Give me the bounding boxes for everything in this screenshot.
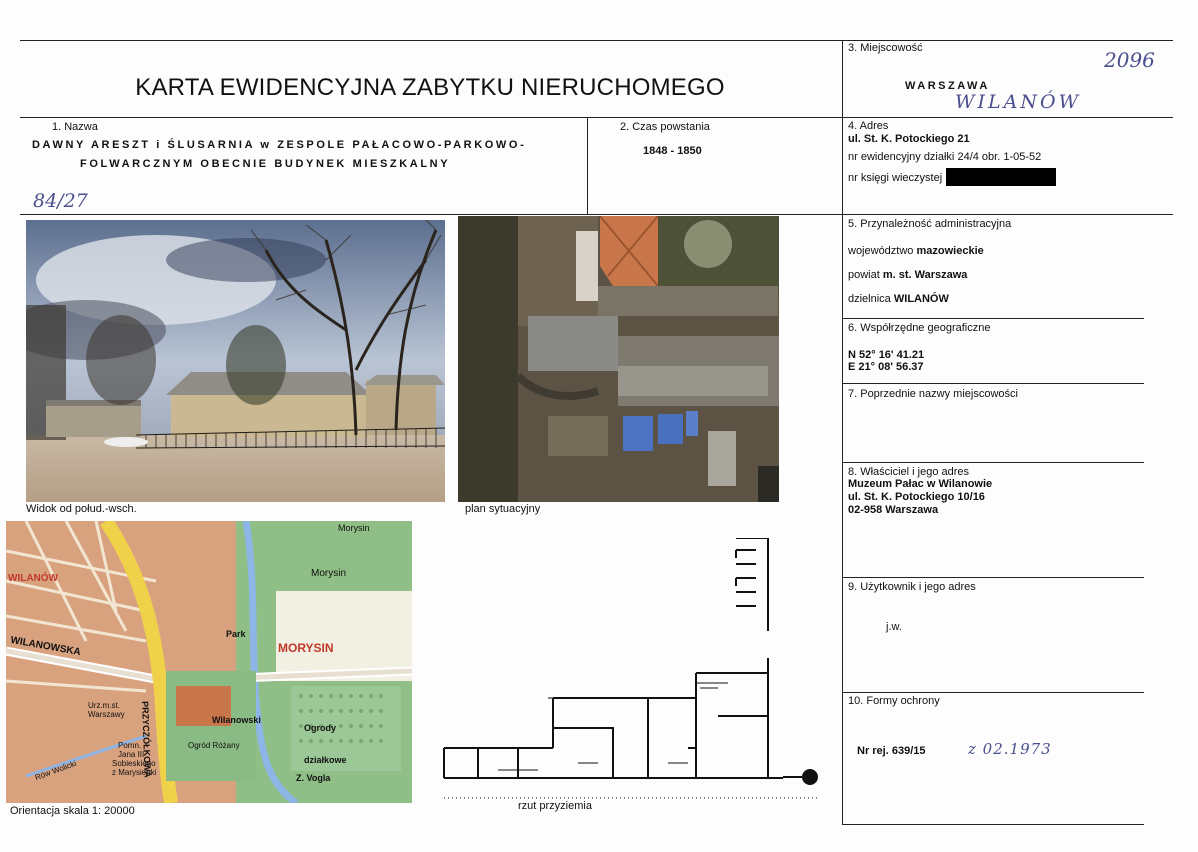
field-10-label: 10. Formy ochrony <box>848 695 940 707</box>
registry-handwritten-date: z 02.1973 <box>968 740 1052 758</box>
map-caption: Orientacja skala 1: 20000 <box>10 805 135 817</box>
field-6-label: 6. Współrzędne geograficzne <box>848 322 991 334</box>
top-border <box>20 40 1173 41</box>
divider-9-10 <box>842 692 1144 693</box>
map-label-wilanow: WILANÓW <box>8 573 58 584</box>
floor-plan-caption: rzut przyziemia <box>518 800 592 812</box>
field-1-line1: DAWNY ARESZT i ŚLUSARNIA w ZESPOLE PAŁACOWO-PARKOWO- <box>32 139 527 151</box>
district-value: WILANÓW <box>893 293 949 305</box>
right-column-border <box>842 40 843 825</box>
latitude: N 52° 16' 41.21 <box>848 349 925 361</box>
field-3-value: WARSZAWA <box>905 80 990 92</box>
field-5-district <box>848 293 949 305</box>
map-label-jana: Jana III <box>118 750 145 759</box>
map-label-marysienki: z Marysienki <box>112 768 157 777</box>
building-photo <box>26 220 445 502</box>
map-label-park: Park <box>226 629 246 639</box>
document-title: KARTA EWIDENCYJNA ZABYTKU NIERUCHOMEGO <box>135 74 725 101</box>
plan-caption: plan sytuacyjny <box>465 503 541 515</box>
user-value: j.w. <box>886 621 902 633</box>
county-label: powiat <box>848 269 880 281</box>
divider-7-8 <box>842 462 1144 463</box>
field-5-voivodeship <box>848 245 984 257</box>
field-2-value: 1848 - 1850 <box>643 145 702 157</box>
name-row-divider <box>20 214 1173 215</box>
map-label-morysin-small: Morysin <box>311 568 347 579</box>
owner-line3: 02-958 Warszawa <box>848 504 939 516</box>
map-label-row: Rów Wolicki <box>33 758 78 783</box>
field-3-handwritten: WILANÓW <box>955 91 1082 113</box>
map-label-dzialkowe: działkowe <box>304 755 347 765</box>
field-1-label: 1. Nazwa <box>52 121 98 133</box>
map-label-rozany: Ogród Różany <box>188 741 240 750</box>
field-4-land-register-label: nr księgi wieczystej <box>848 172 943 184</box>
aerial-plan-image <box>458 216 779 502</box>
map-label-wilanowski: Wilanowski <box>212 715 261 725</box>
map-label-sobieskiego: Sobieskiego <box>112 759 156 768</box>
field-1-line2: FOLWARCZNYM OBECNIE BUDYNEK MIESZKALNY <box>80 158 451 170</box>
field-7-label: 7. Poprzednie nazwy miejscowości <box>848 388 1018 400</box>
orientation-map <box>6 521 412 803</box>
divider-6-7 <box>842 383 1144 384</box>
floor-plan-drawing <box>438 538 823 808</box>
bottom-right-border <box>842 824 1144 825</box>
divider-8-9 <box>842 577 1144 578</box>
field-8-label: 8. Właściciel i jego adres <box>848 466 970 478</box>
map-label-pomn: Pomn. <box>118 741 142 750</box>
map-label-morysin-top: Morysin <box>338 523 370 533</box>
field-2-label: 2. Czas powstania <box>620 121 710 133</box>
map-label-morysin: MORYSIN <box>278 641 334 655</box>
longitude: E 21° 08' 56.37 <box>848 361 924 373</box>
county-value: m. st. Warszawa <box>882 269 968 281</box>
divider-5-6 <box>842 318 1144 319</box>
plot-value: 24/4 obr. 1-05-52 <box>957 151 1042 163</box>
field-9-label: 9. Użytkownik i jego adres <box>848 581 976 593</box>
owner-line1: Muzeum Pałac w Wilanowie <box>848 478 993 490</box>
district-label: dzielnica <box>848 293 891 305</box>
handwritten-ref: 84/27 <box>33 190 88 212</box>
redaction-bar <box>946 168 1056 186</box>
map-label-vogla: Z. Vogla <box>296 773 331 783</box>
aerial-site-plan <box>458 216 779 502</box>
map-label-wilanowska: WILANOWSKA <box>9 634 82 659</box>
ground-floor-plan <box>438 538 823 808</box>
field-4-label: 4. Adres <box>848 120 889 132</box>
building-photo-image <box>26 220 445 502</box>
map-label-przyczolkowa: PRZYCZÓŁKOWA <box>140 701 153 778</box>
field-3-label: 3. Miejscowość <box>848 42 923 54</box>
field-5-county <box>848 269 967 281</box>
handwritten-number: 2096 <box>1104 48 1155 72</box>
field-4-street: ul. St. K. Potockiego 21 <box>848 133 970 145</box>
map-label-warszawy: Warszawy <box>88 710 125 719</box>
header-divider <box>20 117 1173 118</box>
registry-number: Nr rej. 639/15 <box>857 745 926 757</box>
voivodeship-label: województwo <box>848 245 914 257</box>
map-label-urz: Urz.m.st. <box>88 701 120 710</box>
photo-caption: Widok od połud.-wsch. <box>26 503 137 515</box>
field-5-label: 5. Przynależność administracyjna <box>848 218 1012 230</box>
voivodeship-value: mazowieckie <box>916 245 984 257</box>
name-date-divider <box>587 117 588 214</box>
field-4-plot <box>848 151 1041 163</box>
owner-line2: ul. St. K. Potockiego 10/16 <box>848 491 985 503</box>
map-label-ogrody: Ogrody <box>304 723 337 733</box>
plot-label: nr ewidencyjny działki <box>848 151 955 163</box>
